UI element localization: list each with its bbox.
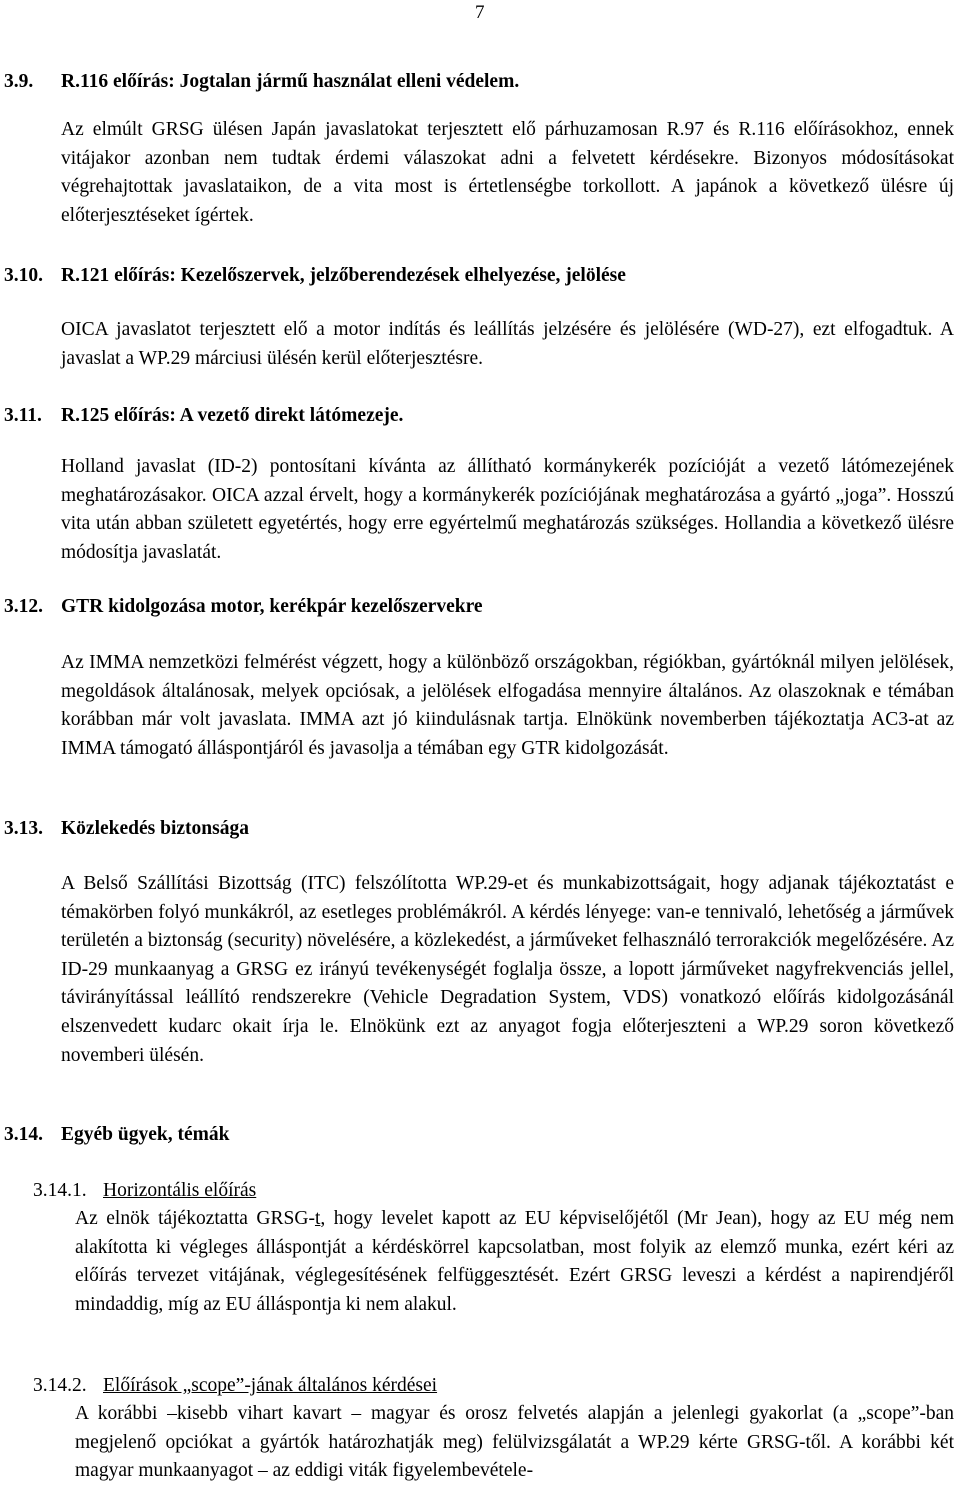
- section-number: 3.12.: [4, 596, 43, 617]
- subsection-number: 3.14.2.: [33, 1375, 87, 1396]
- subsection-number: 3.14.1.: [33, 1180, 87, 1201]
- section-number: 3.14.: [4, 1124, 43, 1145]
- page-number: 7: [475, 2, 485, 23]
- subsection-body-text: Az elnök tájékoztatta GRSG-: [75, 1208, 315, 1229]
- section-title: R.116 előírás: Jogtalan jármű használat elleni védelem.: [61, 71, 520, 92]
- section-number: 3.10.: [4, 265, 43, 286]
- section-body: OICA javaslatot terjesztett elő a motor indítás és leállítás jelzésére és jelölésére (WD-27), ezt elfogadtuk. A javaslat a WP.29 márciusi ülésén kerül előterjesztésre.: [61, 319, 954, 369]
- subsection-body: A korábbi –kisebb vihart kavart – magyar és orosz felvetés alapján a jelenlegi gyakorlat (a „scope”-ban megjelenő opciókat a gyártók határozhatják meg) felülvizsgálatát a WP.29 kérte GRSG-től. A korábbi két magyar munkaanyagot – az eddigi viták figyelembevétele-: [75, 1403, 954, 1482]
- section-title: Közlekedés biztonsága: [61, 818, 249, 839]
- subsection-body: [75, 1205, 954, 1319]
- section-number: 3.9.: [4, 71, 34, 92]
- subsection-title: Előírások „scope”-jának általános kérdései: [103, 1375, 438, 1396]
- section-title: R.125 előírás: A vezető direkt látómezeje.: [61, 405, 404, 426]
- section-title: GTR kidolgozása motor, kerékpár kezelőszervekre: [61, 596, 483, 617]
- section-body: A Belső Szállítási Bizottság (ITC) felszólította WP.29-et és munkabizottságait, hogy adjanak tájékoztatást e témakörben folyó munkákról, az esetleges problémákról. A kérdés lényege: van-e tennivaló, lehetőség a járművek területén a biztonság (security) növelésére, a közlekedést, a járműveket felhasználó terrorakciók megelőzésére. Az ID-29 munkaanyag a GRSG ez irányú tevékenységét foglalja össze, a lopott járműveket nagyfrekvenciás jellel, távirányítással leállító rendszerekre (Vehicle Degradation System, VDS) vonatkozó előírás kidolgozásánál elszenvedett kudarc okait írja le. Elnökünk ezt az anyagot fogja előterjeszteni a WP.29 soron következő novemberi ülésén.: [61, 873, 954, 1066]
- section-body: Az IMMA nemzetközi felmérést végzett, hogy a különböző országokban, régiókban, gyártóknál milyen jelölések, megoldások általánosak, melyek opciósak, a jelölések elfogadása mennyire általános. Az olaszoknak e témában korábban már volt javaslata. IMMA azt jó kiindulásnak tartja. Elnökünk novemberben tájékoztatja AC3-at az IMMA támogató álláspontjáról és javasolja a témában egy GTR kidolgozását.: [61, 652, 954, 759]
- section-body: Az elmúlt GRSG ülésen Japán javaslatokat terjesztett elő párhuzamosan R.97 és R.116 előírásokhoz, ennek vitájakor azonban nem tudtak érdemi válaszokat adni a felvetett kérdésekre. Bizonyos módosításokat végrehajtottak javaslataikon, de a vita most is értetlenségbe torkollott. A japánok a következő ülésre új előterjesztéseket ígértek.: [61, 119, 954, 226]
- subsection-body-text: , hogy levelet kapott az EU képviselőjétől (Mr Jean), hogy az EU még nem alakította ki végleges álláspontját a kérdéskörrel kapcsolatban, most folyik az elemző munka, ezért kéri az előírás tervezet vitájának, véglegesítésének felfüggesztését. Ezért GRSG leveszi a kérdést a napirendjéről mindaddig, míg az EU álláspontja ki nem alakul.: [75, 1208, 954, 1315]
- section-number: 3.11.: [4, 405, 42, 426]
- section-body: Holland javaslat (ID-2) pontosítani kívánta az állítható kormánykerék pozícióját a vezető látómezejének meghatározásakor. OICA azzal érvelt, hogy a kormánykerék pozíciójának meghatározása a gyártó „joga”. Hosszú vita után abban született egyetértés, hogy erre egyértelmű meghatározás szükséges. Hollandia a következő ülésre módosítja javaslatát.: [61, 456, 954, 563]
- section-title: R.121 előírás: Kezelőszervek, jelzőberendezések elhelyezése, jelölése: [61, 265, 626, 286]
- subsection-title: Horizontális előírás: [103, 1180, 257, 1201]
- section-number: 3.13.: [4, 818, 43, 839]
- section-title: Egyéb ügyek, témák: [61, 1124, 230, 1145]
- subsection-body-underlined: t: [314, 1208, 321, 1229]
